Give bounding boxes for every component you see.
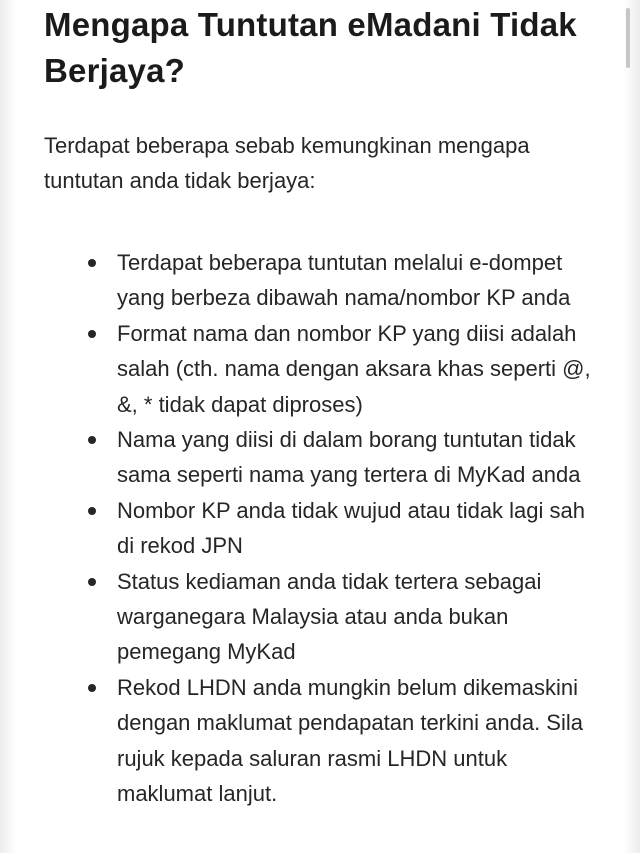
bullet-icon bbox=[88, 507, 96, 515]
reason-item bbox=[44, 670, 600, 812]
reason-text: Nombor KP anda tidak wujud atau tidak lagi sah di rekod JPN bbox=[117, 497, 585, 559]
page-left-edge bbox=[0, 0, 18, 853]
reasons-list bbox=[44, 245, 600, 812]
article-title: Mengapa Tuntutan eMadani Tidak Berjaya? bbox=[44, 6, 577, 89]
article-intro: Terdapat beberapa sebab kemungkinan mengapa tuntutan anda tidak berjaya: bbox=[44, 133, 530, 193]
scrollbar-thumb[interactable] bbox=[626, 8, 630, 68]
reason-item bbox=[44, 316, 600, 422]
page-right-edge bbox=[622, 0, 640, 853]
bullet-icon bbox=[88, 330, 96, 338]
reason-text: Terdapat beberapa tuntutan melalui e-dompet yang berbeza dibawah nama/nombor KP anda bbox=[117, 250, 571, 311]
reason-item bbox=[44, 564, 600, 670]
reason-item bbox=[44, 422, 600, 493]
article-content bbox=[44, 0, 600, 812]
reason-text: Status kediaman anda tidak tertera sebagai warganegara Malaysia atau anda bukan pemegang MyKad bbox=[117, 568, 542, 665]
bullet-icon bbox=[88, 578, 96, 586]
bullet-icon bbox=[88, 259, 96, 267]
reason-item bbox=[44, 245, 600, 316]
reason-text: Nama yang diisi di dalam borang tuntutan tidak sama seperti nama yang tertera di MyKad anda bbox=[117, 427, 581, 488]
reason-text: Rekod LHDN anda mungkin belum dikemaskini dengan maklumat pendapatan terkini anda. Sila rujuk kepada saluran rasmi LHDN untuk maklumat lanjut. bbox=[117, 674, 583, 807]
reason-item bbox=[44, 493, 600, 564]
bullet-icon bbox=[88, 436, 96, 444]
reason-text: Format nama dan nombor KP yang diisi adalah salah (cth. nama dengan aksara khas seperti @, &, * tidak dapat diproses) bbox=[117, 320, 591, 417]
bullet-icon bbox=[88, 684, 96, 692]
